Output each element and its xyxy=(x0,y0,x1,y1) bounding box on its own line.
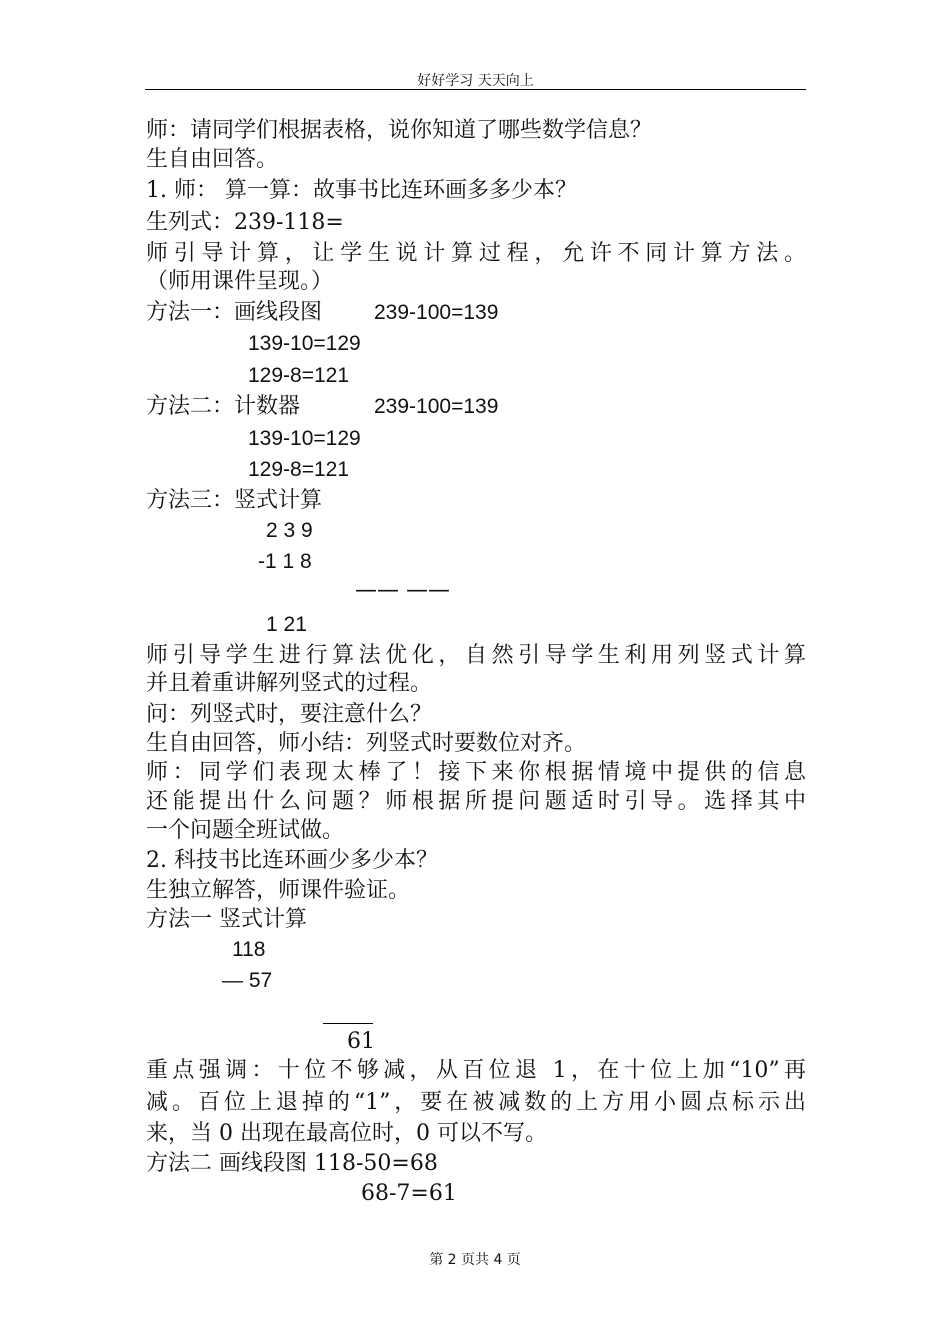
method1-step: 239-100=139 xyxy=(374,301,499,324)
method2b-step: 68-7=61 xyxy=(361,1181,457,1206)
vertical-line xyxy=(323,1023,373,1024)
text-line: 2. 科技书比连环画少多少本？ xyxy=(146,848,438,873)
text-line: （师用课件呈现。） xyxy=(146,269,334,294)
vertical-result: 1 21 xyxy=(266,613,307,636)
method2-label: 方法二：计数器 xyxy=(146,394,301,419)
method1-label: 方法一：画线段图 xyxy=(146,300,323,325)
vertical-line: —— —— xyxy=(355,578,450,603)
header-rule xyxy=(145,89,806,90)
method1-step: 139-10=129 xyxy=(248,332,361,355)
vertical-subtrahend: -1 1 8 xyxy=(258,550,312,573)
method2-step: 239-100=139 xyxy=(374,395,499,418)
method2b-label: 方法二 画线段图 118-50=68 xyxy=(146,1151,438,1176)
text-line: 重点强调：十位不够减，从百位退 1，在十位上加“10”再 xyxy=(146,1058,806,1083)
vertical-minuend: 2 3 9 xyxy=(266,519,313,542)
text-line: 还能提出什么问题？师根据所提问题适时引导。选择其中 xyxy=(146,789,806,814)
text-line: 来，当 0 出现在最高位时，0 可以不写。 xyxy=(146,1121,547,1146)
text-line: 问：列竖式时，要注意什么？ xyxy=(146,702,433,727)
text-line: 师：请同学们根据表格，说你知道了哪些数学信息？ xyxy=(146,118,653,143)
text-line: 生列式：239-118= xyxy=(146,210,344,235)
text-line: 一个问题全班试做。 xyxy=(146,818,345,843)
vertical-subtrahend: — 57 xyxy=(222,969,273,992)
text-line: 生自由回答，师小结：列竖式时要数位对齐。 xyxy=(146,731,587,756)
page-footer: 第 2 页共 4 页 xyxy=(429,1252,521,1268)
text-line: 师：同学们表现太棒了！接下来你根据情境中提供的信息 xyxy=(146,760,806,785)
method2-step: 129-8=121 xyxy=(248,458,350,481)
text-line: 1. 师： 算一算：故事书比连环画多多少本？ xyxy=(146,178,577,203)
text-line: 并且着重讲解列竖式的过程。 xyxy=(146,671,433,696)
method1b-label: 方法一 竖式计算 xyxy=(146,907,307,932)
method3-label: 方法三：竖式计算 xyxy=(146,488,323,513)
text-line: 减。百位上退掉的“1”，要在被减数的上方用小圆点标示出 xyxy=(146,1090,806,1115)
text-line: 师引导学生进行算法优化，自然引导学生利用列竖式计算 xyxy=(146,643,806,668)
method2-step: 139-10=129 xyxy=(248,427,361,450)
vertical-minuend: 118 xyxy=(232,938,266,961)
vertical-result: 61 xyxy=(347,1029,375,1054)
page-header: 好好学习 天天向上 xyxy=(417,73,534,89)
text-line: 师引导计算，让学生说计算过程，允许不同计算方法。 xyxy=(146,241,806,266)
method1-step: 129-8=121 xyxy=(248,364,350,387)
text-line: 生独立解答，师课件验证。 xyxy=(146,878,411,903)
text-line: 生自由回答。 xyxy=(146,147,279,172)
